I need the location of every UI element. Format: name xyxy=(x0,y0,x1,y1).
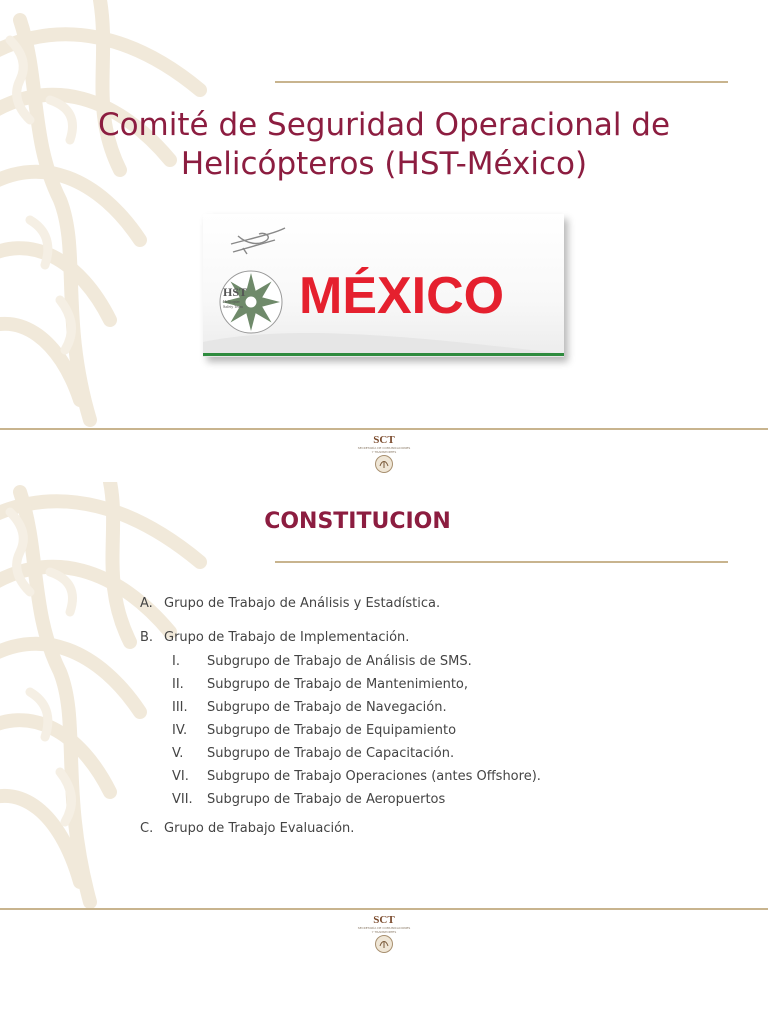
list-item: A. Grupo de Trabajo de Análisis y Estadística. xyxy=(140,596,441,611)
hst-mexico-logo xyxy=(203,214,564,357)
footer-rule xyxy=(0,908,768,910)
sct-footer-logo: SCT SECRETARÍA DE COMUNICACIONES Y TRANSPORTES xyxy=(350,914,418,958)
sub-list-item: II. Subgrupo de Trabajo de Mantenimiento, xyxy=(172,677,469,692)
sub-list-item: I. Subgrupo de Trabajo de Análisis de SMS. xyxy=(172,654,472,669)
sct-footer-logo: SCT SECRETARÍA DE COMUNICACIONES Y TRANSPORTES xyxy=(350,434,418,478)
eagle-seal-icon xyxy=(374,454,394,474)
logo-mexico-word: MÉXICO xyxy=(299,267,505,325)
list-item: B. Grupo de Trabajo de Implementación. xyxy=(140,630,410,645)
header-rule xyxy=(275,81,728,83)
slide-constitucion xyxy=(0,482,768,910)
sub-list-item: VI. Subgrupo de Trabajo Operaciones (antes Offshore). xyxy=(172,769,541,784)
sub-list-item: V. Subgrupo de Trabajo de Capacitación. xyxy=(172,746,455,761)
slide-title xyxy=(0,0,768,430)
sub-list-item: VII. Subgrupo de Trabajo de Aeropuertos xyxy=(172,792,446,807)
header-rule xyxy=(275,561,728,563)
page-title xyxy=(20,106,748,184)
section-title: CONSTITUCION xyxy=(264,509,451,534)
list-item: C. Grupo de Trabajo Evaluación. xyxy=(140,821,355,836)
footer-rule xyxy=(0,428,768,430)
hst-wordmark: HST Helicopter Safety Team xyxy=(223,285,248,309)
title-line-2: Helicópteros (HST-México) xyxy=(180,146,588,182)
title-line-1: Comité de Seguridad Operacional de xyxy=(97,107,671,143)
eagle-seal-icon xyxy=(374,934,394,954)
sub-list-item: IV. Subgrupo de Trabajo de Equipamiento xyxy=(172,723,457,738)
group-list xyxy=(140,592,541,841)
helicopter-icon xyxy=(231,228,285,254)
sub-list-item: III. Subgrupo de Trabajo de Navegación. xyxy=(172,700,447,715)
